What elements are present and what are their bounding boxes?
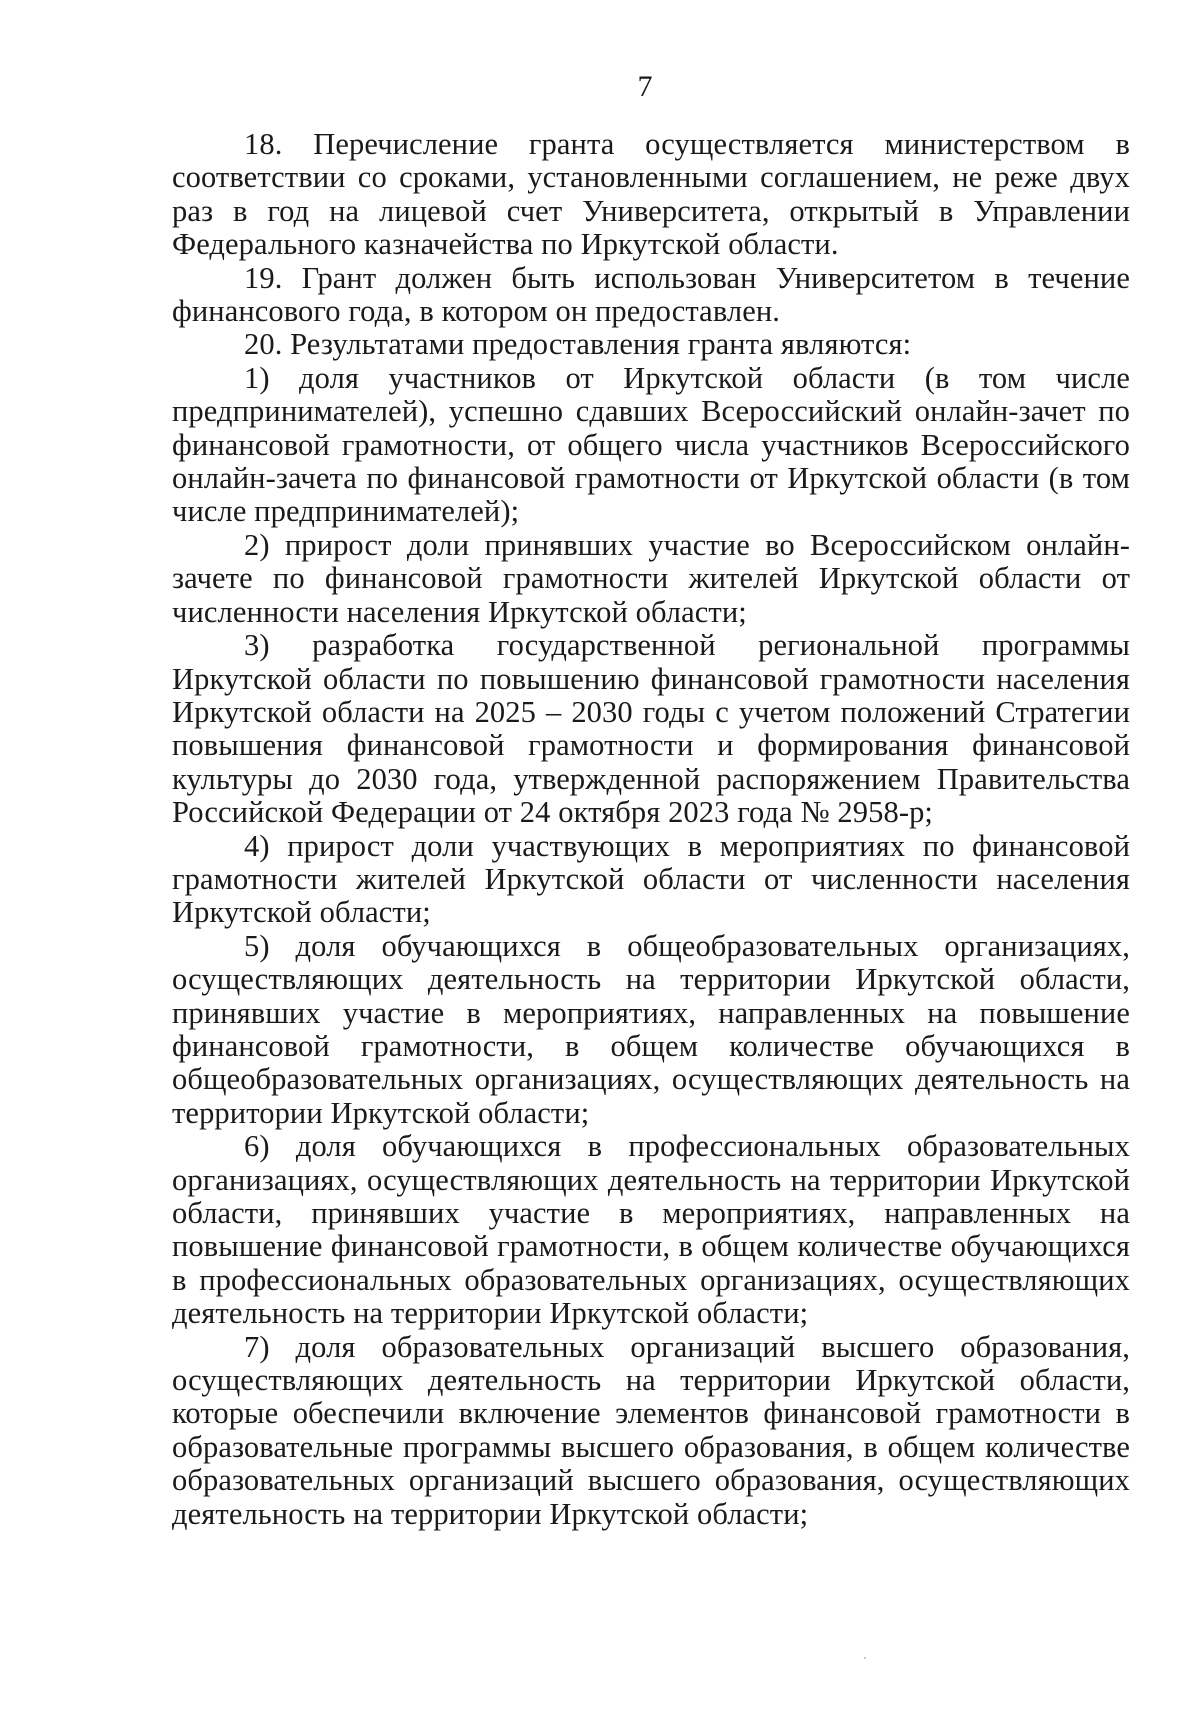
document-body — [172, 128, 1130, 1531]
list-item-2: 2) прирост доли принявших участие во Всероссийском онлайн-зачете по финансовой грамотности жителей Иркутской области от численности населения Иркутской области; — [172, 527, 1130, 629]
list-item-1: 1) доля участников от Иркутской области (в том числе предпринимателей), успешно сдавших Всероссийский онлайн-зачет по финансовой грамотности, от общего числа участников Всероссийского онлайн-зачета по финансовой грамотности от Иркутской области (в том числе предпринимателей); — [172, 360, 1130, 529]
list-item-5: 5) доля обучающихся в общеобразовательных организациях, осуществляющих деятельность на территории Иркутской области, принявших участие в мероприятиях, направленных на повышение финансовой грамотности, в общем количестве обучающихся в общеобразовательных организациях, осуществляющих деятельность на территории Иркутской области; — [172, 928, 1130, 1130]
paragraph-19-grant-usage: 19. Грант должен быть использован Университетом в течение финансового года, в котором он предоставлен. — [172, 260, 1130, 329]
list-item-3: 3) разработка государственной региональной программы Иркутской области по повышению финансовой грамотности населения Иркутской области на 2025 – 2030 годы с учетом положений Стратегии повышения финансовой грамотности и формирования финансовой культуры до 2030 года, утвержденной распоряжением Правительства Российской Федерации от 24 октября 2023 года № 2958-р; — [172, 628, 1130, 830]
page-number: 7 — [637, 70, 653, 103]
list-item-4: 4) прирост доли участвующих в мероприятиях по финансовой грамотности жителей Иркутской области от численности населения Иркутской области; — [172, 828, 1130, 930]
paragraph-18-grant-transfer: 18. Перечисление гранта осуществляется министерством в соответствии со сроками, установленными соглашением, не реже двух раз в год на лицевой счет Университета, открытый в Управлении Федерального казначейства по Иркутской области. — [172, 127, 1130, 262]
scan-speck — [864, 1657, 866, 1659]
list-item-6: 6) доля обучающихся в профессиональных образовательных организациях, осуществляющих деятельность на территории Иркутской области, принявших участие в мероприятиях, направленных на повышение финансовой грамотности, в общем количестве обучающихся в профессиональных образовательных организациях, осуществляющих деятельность на территории Иркутской области; — [172, 1129, 1130, 1331]
list-item-7: 7) доля образовательных организаций высшего образования, осуществляющих деятельность на территории Иркутской области, которые обеспечили включение элементов финансовой грамотности в образовательные программы высшего образования, в общем количестве образовательных организаций высшего образования, осуществляющих деятельность на территории Иркутской области; — [172, 1329, 1130, 1531]
paragraph-20-results-heading: 20. Результатами предоставления гранта являются: — [244, 327, 912, 362]
